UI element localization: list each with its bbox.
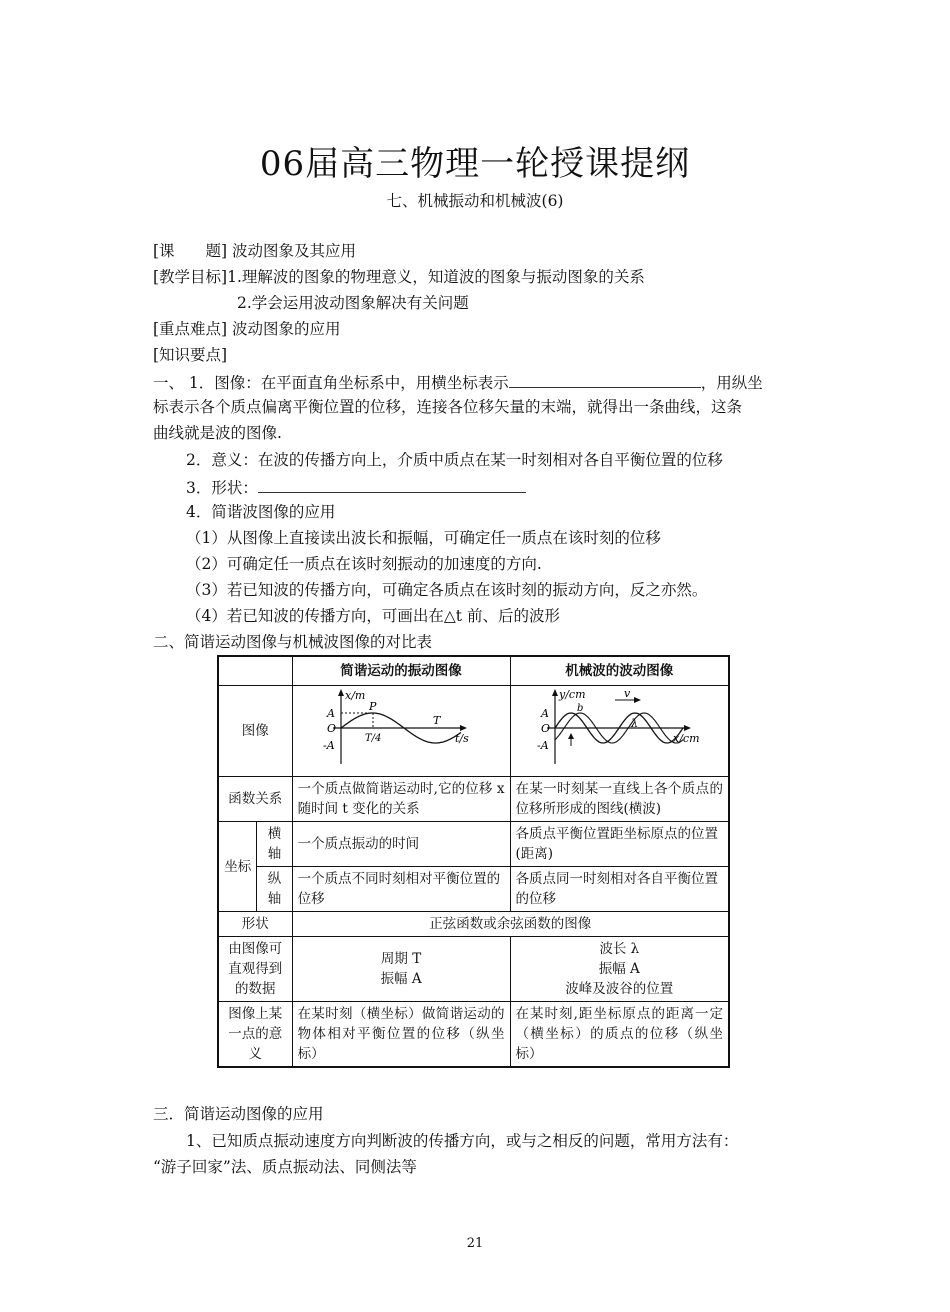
section3-line2: “游子回家”法、质点振动法、同侧法等 [153,1158,417,1176]
data-period: 周期 T [380,951,422,967]
y-axis-wave: 各质点同一时刻相对各自平衡位置的位移 [510,867,729,912]
point-vibration: 在某时刻（横坐标）做简谐运动的物体相对平衡位置的位移（纵坐标） [292,1002,510,1068]
goal-1: 1.理解波的图象的物理意义，知道波的图象与振动图象的关系 [227,268,645,286]
table-header-row [218,656,729,686]
row-label-coordinate: 坐标 [218,822,257,912]
table-row-image [218,686,729,777]
vibration-graph [293,686,509,770]
point-wave: 在某时刻,距坐标原点的距离一定（横坐标）的质点的位移（纵坐标） [510,1002,729,1068]
section1-line1-suffix: ，用纵坐 [700,374,763,392]
vib-T-label: T [432,714,440,727]
section3-heading: 三．简谐运动图像的应用 [153,1105,324,1123]
page-title: 06届高三物理一轮授课提纲 [259,144,691,184]
fill-blank-1[interactable] [509,371,701,388]
data-amplitude-wave: 振幅 A [598,961,640,977]
wave-negA-label: -A [536,739,549,752]
section1-line1 [153,371,763,393]
data-wave [510,937,729,1002]
row-label-y-axis: 纵轴 [257,867,292,912]
topic-line [153,241,356,261]
data-vibration [292,937,510,1002]
section1-line2: 标表示各个质点偏离平衡位置的位移，连接各位移矢量的末端，就得出一条曲线，这条 [153,398,743,416]
wave-graph [511,686,728,770]
wave-A-label: A [540,707,549,720]
goals-label: [教学目标] [153,268,228,286]
row-label-function: 函数关系 [218,777,292,822]
wave-v-label: v [623,687,630,700]
page-subtitle: 七、机械振动和机械波(6) [386,192,564,210]
section1-item2: 2．意义：在波的传播方向上，介质中质点在某一时刻相对各自平衡位置的位移 [186,451,723,469]
table-row-x-axis [218,822,729,867]
wave-graph-cell [510,686,729,777]
vib-P-label: P [368,700,376,713]
vib-A-label: A [326,707,335,720]
page-number: 21 [466,1236,484,1251]
section1-item3 [186,476,526,498]
wave-lambda-label: λ [630,717,638,730]
vib-T4-label: T/4 [364,733,381,744]
row-label-shape: 形状 [218,912,292,937]
goals-line [153,267,645,287]
wave-ylabel: y/cm [558,688,586,701]
x-axis-vibration: 一个质点振动的时间 [292,822,510,867]
section1-sub3: （3）若已知波的传播方向，可确定各质点在该时刻的振动方向，反之亦然。 [186,581,708,599]
vib-O-label: O [326,722,336,735]
col-header-wave: 机械波的波动图像 [510,656,729,686]
vib-negA-label: -A [322,739,335,752]
section2-heading: 二、简谐运动图像与机械波图像的对比表 [153,633,433,651]
table-row-shape [218,912,729,937]
row-label-x-axis: 横轴 [257,822,292,867]
section1-item3-prefix: 3．形状： [186,479,258,497]
wave-xlabel: x/cm [672,732,700,745]
row-label-point: 图像上某一点的意义 [218,1002,292,1068]
shape-value: 正弦函数或余弦函数的图像 [292,912,729,937]
func-wave: 在某一时刻某一直线上各个质点的位移所形成的图线(横波) [510,777,729,822]
wave-O-label: O [540,722,550,735]
vib-xlabel: t/s [454,732,469,745]
table-row-data [218,937,729,1002]
vibration-graph-cell [292,686,510,777]
comparison-table [217,655,730,1068]
data-wavelength: 波长 λ [599,941,640,957]
row-label-data: 由图像可直观得到的数据 [218,937,292,1002]
topic-label: [课 题] [153,242,228,260]
section1-item4: 4．简谐波图像的应用 [186,503,336,521]
section1-sub1: （1）从图像上直接读出波长和振幅，可确定任一质点在该时刻的位移 [186,529,661,547]
section1-sub2: （2）可确定任一质点在该时刻振动的加速度的方向. [186,555,542,573]
section1-sub4: （4）若已知波的传播方向，可画出在△t 前、后的波形 [186,607,560,625]
x-axis-wave: 各质点平衡位置距坐标原点的位置(距离) [510,822,729,867]
table-row-y-axis [218,867,729,912]
func-vibration: 一个质点做简谐运动时,它的位移 x 随时间 t 变化的关系 [292,777,510,822]
data-crest-trough: 波峰及波谷的位置 [565,981,674,997]
table-row-function [218,777,729,822]
table-corner-cell [218,656,292,686]
fill-blank-2[interactable] [258,476,526,493]
wave-b-label: b [576,703,583,714]
goal-2: 2.学会运用波动图象解决有关问题 [237,294,469,312]
section3-line1: 1、已知质点振动速度方向判断波的传播方向，或与之相反的问题，常用方法有： [186,1132,739,1150]
points-label: [知识要点] [153,346,228,364]
section1-line3: 曲线就是波的图像. [153,424,282,442]
row-label-image: 图像 [218,686,292,777]
section1-line1-prefix: 一、 1．图像：在平面直角坐标系中，用横坐标表示 [153,374,509,392]
key-label: [重点难点] [153,320,228,338]
key-line [153,319,341,339]
table-row-point [218,1002,729,1068]
data-amplitude-vib: 振幅 A [380,971,422,987]
y-axis-vibration: 一个质点不同时刻相对平衡位置的位移 [292,867,510,912]
vib-ylabel: x/m [344,689,365,702]
col-header-vibration: 简谐运动的振动图像 [292,656,510,686]
key-value: 波动图象的应用 [232,320,341,338]
topic-value: 波动图象及其应用 [232,242,357,260]
